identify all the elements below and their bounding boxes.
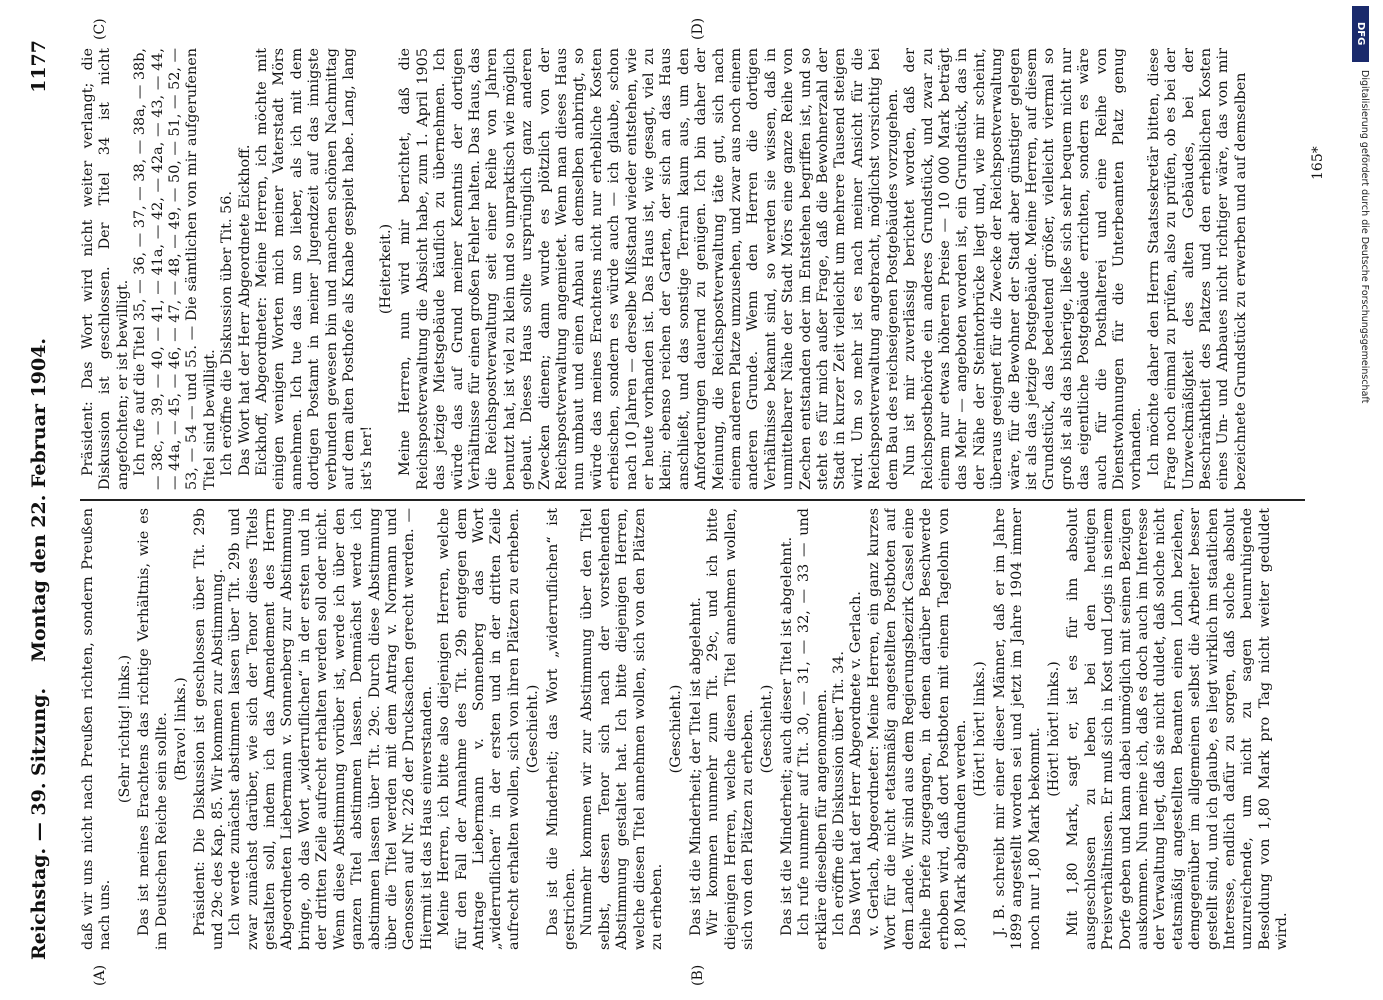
page-number: 1177: [28, 40, 50, 93]
right-column: [80, 48, 1300, 490]
paragraph: Präsident: Das Wort wird nicht weiter verlangt; die Diskussion ist geschlossen. Der Titel 34 ist nicht angefochten; er ist bewilligt.: [80, 48, 131, 490]
paragraph: Meine Herren, nun wird mir berichtet, daß die Reichspostverwaltung die Absicht habe, zum 1. April 1905 das jetzige Mietsgebäude käuflich zu übernehmen. Ich würde das auf Grund meiner Kenntnis der dortigen Verhältnisse für einen großen Fehler halten. Das Haus, das die Reichspostverwaltung seit einer Reihe von Jahren benutzt hat, ist viel zu klein und so unpraktisch wie möglich gebaut. Dieses Haus sollte ursprünglich ganz anderen Zwecken dienen; dann wurde es plötzlich von der Reichspostverwaltung angemietet. Wenn man dieses Haus nun umbaut und einen Anbau an demselben anbringt, so würde das meines Erachtens nicht nur erhebliche Kosten erheischen, sondern es würde auch — ich glaube, schon nach 10 Jahren — derselbe Mißstand wieder entstehen, wie er heute vorhanden ist. Das Haus ist, wie gesagt, viel zu klein; ebenso reichen der Garten, der sich an das Haus anschließt, und das sonstige Terrain kaum aus, um den Anforderungen dauernd zu genügen. Ich bin daher der Meinung, die Reichspostverwaltung täte gut, sich nach einem anderen Platze umzusehen, und zwar aus noch einem anderen Grunde. Wenn den Herren die dortigen Verhältnisse bekannt sind, so werden sie wissen, daß in unmittelbarer Nähe der Stadt Mörs eine ganze Reihe von Zechen entstanden oder im Entstehen begriffen ist, und so steht es für mich außer Frage, daß die Bewohnerzahl der Stadt in kurzer Zeit vielleicht um mehrere Tausend steigen wird. Um so mehr ist es nach meiner Ansicht für die Reichspostverwaltung angebracht, möglichst vorsichtig bei dem Bau des reichseigenen Postgebäudes vorzugehen.: [397, 48, 901, 490]
paragraph: Ich rufe auf die Titel 35, — 36, — 37, — 38, — 38a, — 38b, — 38c, — 39, — 40, — 41, — 41a, — 42, — 42a, — 43, — 44, — 44a, — 45, — 46, — 47, — 48, — 49, — 50, — 51, — 52, — 53, — 54 — und 55. — Die sämtlichen von mir aufgerufenen Titel sind bewilligt.: [132, 48, 218, 490]
paragraph: v. Gerlach, Abgeordneter: Meine Herren, ein ganz kurzes Wort für die nicht etatsmäßig angestellten Postboten auf dem Lande. Wir sind aus dem Regierungsbezirk Cassel eine Reihe Briefe zugegangen, in denen darüber Beschwerde erhoben wird, daß dort Postboten mit einem Tagelohn von 1,80 Mark abgefunden werden.: [865, 508, 969, 950]
header-session: Reichstag. — 39. Sitzung.: [28, 687, 50, 960]
left-column: [80, 508, 1300, 950]
signature-mark: 165*: [1310, 146, 1326, 180]
paragraph: Eickhoff, Abgeordneter: Meine Herren, ich möchte mit einigen wenigen Worten mich meiner Vaterstadt Mörs annehmen. Ich tue das um so lieber, als ich mit dem dortigen Postamt in meiner Jugendzeit auf das innigste verbunden gewesen bin und manchen schönen Nachmittag auf dem alten Posthofe als Knabe gespielt habe. Lang, lang ist's her!: [254, 48, 375, 490]
margin-mark-b: (B): [690, 964, 706, 986]
interjection: (Heiterkeit.): [377, 223, 394, 315]
paragraph: Das Wort hat der Herr Abgeordnete v. Gerlach.: [848, 591, 865, 936]
paragraph: daß wir uns nicht nach Preußen richten, sondern Preußen nach uns.: [80, 508, 114, 950]
paragraph: Wir kommen nunmehr zum Tit. 29c, und ich bitte diejenigen Herren, welche diesen Titel annehmen wollen, sich von den Plätzen zu erheben.: [705, 508, 757, 950]
dfg-logo: DFG: [1352, 6, 1369, 62]
paragraph: Nunmehr kommen wir zur Abstimmung über den Titel selbst, dessen Tenor sich nach der vorstehenden Abstimmung gestaltet hat. Ich bitte diejenigen Herren, welche diesen Titel annehmen wollen, sich von den Plätzen zu erheben.: [579, 508, 665, 950]
paragraph: Meine Herren, ich bitte also diejenigen Herren, welche für den Fall der Annahme des Tit. 29b entgegen dem Antrage Liebermann v. Sonnenberg das Wort „widerruflichen“ in der ersten und in der dritten Zeile aufrecht erhalten wollen, sich von ihren Plätzen zu erheben.: [436, 508, 522, 950]
margin-mark-d: (D): [690, 17, 706, 40]
paragraph: Ich möchte daher den Herrn Staatssekretär bitten, diese Frage noch einmal zu prüfen, also zu prüfen, ob es bei der Unzweckmäßigkeit des alten Gebäudes, bei der Beschränktheit des Platzes und den erheblichen Kosten eines Um- und Anbaues nicht richtiger wäre, das von mir bezeichnete Grundstück zu erwerben und auf demselben: [1145, 48, 1249, 490]
interjection: (Hört! hört! links.): [1045, 661, 1062, 797]
page-header: [8, 40, 68, 960]
interjection: (Hört! hört! links.): [972, 661, 989, 797]
interjection: (Geschieht.): [525, 684, 542, 774]
interjection: (Geschieht.): [759, 684, 776, 774]
header-date: Montag den 22. Februar 1904.: [28, 337, 50, 663]
paragraph: Mit 1,80 Mark, sagt er, ist es für ihn absolut ausgeschlossen zu leben bei den heutigen Preisverhältnissen. Er muß sich in Kost und Logis in seinem Dorfe geben und kann dabei unmöglich mit seinen Bezügen auskommen. Nun meine ich, daß es doch auch im Interesse der Verwaltung liegt, daß sie nicht duldet, daß solche nicht etatsmäßig angestellten Beamten einen Lohn beziehen, demgegenüber im allgemeinen selbst die Arbeiter besser gestellt sind, und ich glaube, es liegt wirklich im staatlichen Interesse, endlich dafür zu sorgen, daß solche absolut unzureichende, um nicht zu sagen beunruhigende Besoldung von 1,80 Mark pro Tag nicht weiter geduldet wird.: [1065, 508, 1291, 950]
column-divider: [80, 499, 1305, 501]
margin-mark-c: (C): [92, 18, 108, 40]
interjection: (Geschieht.): [668, 684, 685, 774]
digitization-credit: Digitalisierung gefördert durch die Deutsche Forschungsgemeinschaft: [1359, 70, 1370, 404]
interjection: (Bravo! links.): [173, 677, 190, 781]
paragraph: Ich eröffne die Diskussion über Tit. 56.: [219, 191, 236, 476]
paragraph: Das ist die Minderheit; der Titel ist abgelehnt.: [687, 597, 704, 936]
paragraph: Ich rufe nunmehr auf Tit. 30, — 31, — 32, — 33 — und erkläre dieselben für angenommen.: [796, 508, 830, 950]
paragraph: Das ist meines Erachtens das richtige Verhältnis, wie es im Deutschen Reiche sein sollte.: [136, 508, 170, 950]
paragraph: Ich werde zunächst abstimmen lassen über Tit. 29b und zwar zunächst darüber, wie sich der Tenor dieses Titels gestalten soll, indem ich das Amendement des Herrn Abgeordneten Liebermann v. Sonnenberg zur Abstimmung bringe, ob das Wort „widerruflichen“ in der ersten und in der dritten Zeile aufrecht erhalten werden soll oder nicht. Wenn diese Abstimmung vorüber ist, werde ich über den ganzen Titel abstimmen lassen. Demnächst werde ich abstimmen lassen über Tit. 29c. Durch diese Abstimmung über die Titel werden mit dem Antrag v. Normann und Genossen auf Nr. 226 der Drucksachen gerecht werden. — Hiermit ist das Haus einverstanden.: [227, 508, 435, 950]
paragraph: Das ist die Minderheit; das Wort „widerruflichen“ ist gestrichen.: [544, 508, 578, 950]
paragraph: Nun ist mir zuverlässig berichtet worden, daß der Reichspostbehörde ein anderes Grundstück, und zwar zu einem nur etwas höheren Preise — 10 000 Mark beträgt das Mehr — angeboten worden ist, ein Grundstück, das in der Nähe der Steintorbrücke liegt und, wie mir scheint, überaus geeignet für die Zwecke der Reichspostverwaltung wäre, für die Bewohner der Stadt aber günstiger gelegen ist als das jetzige Postgebäude. Meine Herren, auf diesem Grundstück, das bedeutend größer, vielleicht viermal so groß ist als das bisherige, ließe sich sehr bequem nicht nur das eigentliche Postgebäude errichten, sondern es wäre auch für die Posthalterei und eine Reihe von Dienstwohnungen für die Unterbeamten Platz genug vorhanden.: [902, 48, 1145, 490]
paragraph: Ich eröffne die Diskussion über Tit. 34.: [831, 651, 848, 936]
paragraph: J. B. schreibt mir einer dieser Männer, daß er im Jahre 1899 angestellt worden sei und jetzt im Jahre 1904 immer noch nur 1,80 Mark bekommt.: [991, 508, 1043, 950]
paragraph: Das ist die Minderheit; auch dieser Titel ist abgelehnt.: [778, 536, 795, 936]
interjection: (Sehr richtig! links.): [116, 654, 133, 804]
paragraph: Präsident: Die Diskussion ist geschlossen über Tit. 29b und 29c des Kap. 85. Wir kommen zur Abstimmung.: [192, 508, 226, 950]
margin-mark-a: (A): [92, 964, 108, 986]
paragraph: Das Wort hat der Herr Abgeordnete Eickhoff.: [236, 144, 253, 476]
